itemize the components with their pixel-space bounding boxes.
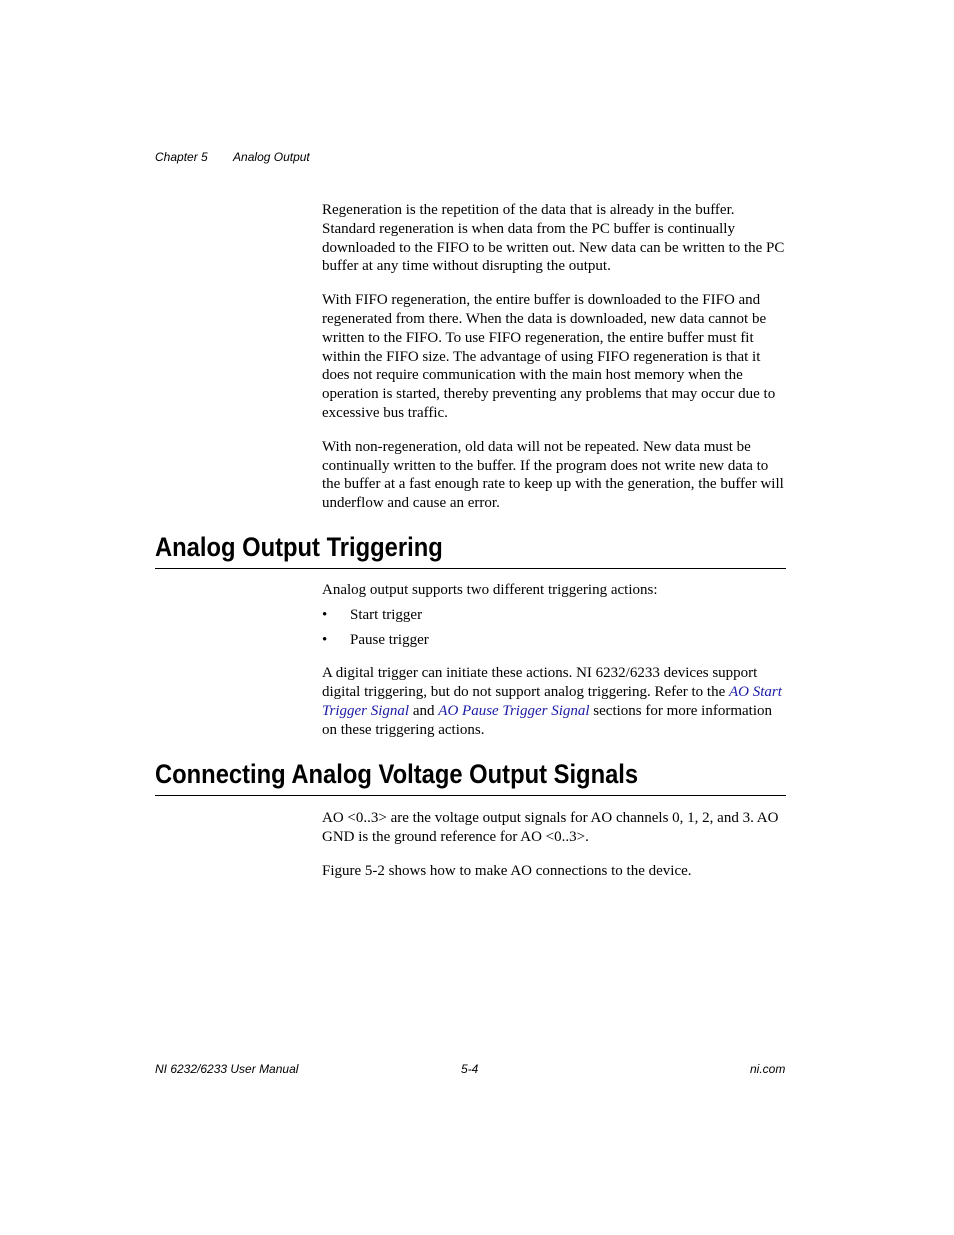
bullet-glyph: • [322,606,328,623]
footer-page-number: 5-4 [461,1062,479,1076]
footer-site: ni.com [750,1062,786,1076]
paragraph-figure-reference: Figure 5-2 shows how to make AO connections to the device. [322,862,692,879]
paragraph-fifo-regeneration: With FIFO regeneration, the entire buffer is downloaded to the FIFO and regenerated from there. When the data is downloaded, new data cannot be written to the FIFO. To use FIFO regeneration, the entire buffer must fit within the FIFO size. The advantage of using FIFO regeneration is that it does not require communication with the main host memory when the operation is started, thereby preventing any problems that may occur due to excessive bus traffic. [322,292,776,421]
paragraph-standard-regeneration: Regeneration is the repetition of the data that is already in the buffer. Standard regeneration is when data from the PC buffer is continually downloaded to the FIFO to be written out. New data can be written to the PC buffer at any time without disrupting the output. [322,202,785,275]
running-header [155,150,310,164]
link-ao-pause-trigger-signal[interactable]: AO Pause Trigger Signal [438,702,590,719]
heading-rule-triggering [155,568,786,569]
paragraph-non-regeneration: With non-regeneration, old data will not be repeated. New data must be continually written to the buffer. If the program does not write new data to the buffer at a fast enough rate to keep up with the generation, the buffer will underflow and cause an error. [322,438,784,512]
conjunction-text: and [409,702,439,719]
heading-analog-output-triggering: Analog Output Triggering [155,532,443,562]
chapter-title: Analog Output [233,150,310,164]
bullet-text: Pause trigger [350,631,429,648]
paragraph-ao-signals: AO <0..3> are the voltage output signals for AO channels 0, 1, 2, and 3. AO GND is the ground reference for AO <0..3>. [322,810,779,845]
digital-trigger-text: A digital trigger can initiate these actions. NI 6232/6233 devices support digital triggering, but do not support analog triggering. Refer to the [322,665,758,701]
bullet-start-trigger [322,606,788,625]
link-ao-start-trigger-signal[interactable]: AO Start Trigger Signal [322,684,782,719]
sections-text: sections for more information on these triggering actions. [322,702,773,738]
heading-rule-connecting [155,795,786,796]
paragraph-triggering-intro: Analog output supports two different triggering actions: [322,582,658,598]
bullet-pause-trigger [322,631,788,650]
bullet-text: Start trigger [350,606,423,623]
bullet-glyph: • [322,631,328,648]
footer-manual-title: NI 6232/6233 User Manual [155,1062,299,1076]
connecting-section [322,809,788,880]
triggering-section [322,581,788,740]
paragraph-digital-trigger [322,664,788,739]
heading-connecting-analog-voltage-output-signals: Connecting Analog Voltage Output Signals [155,759,639,789]
regeneration-section [322,201,788,513]
chapter-number: Chapter 5 [155,150,208,164]
